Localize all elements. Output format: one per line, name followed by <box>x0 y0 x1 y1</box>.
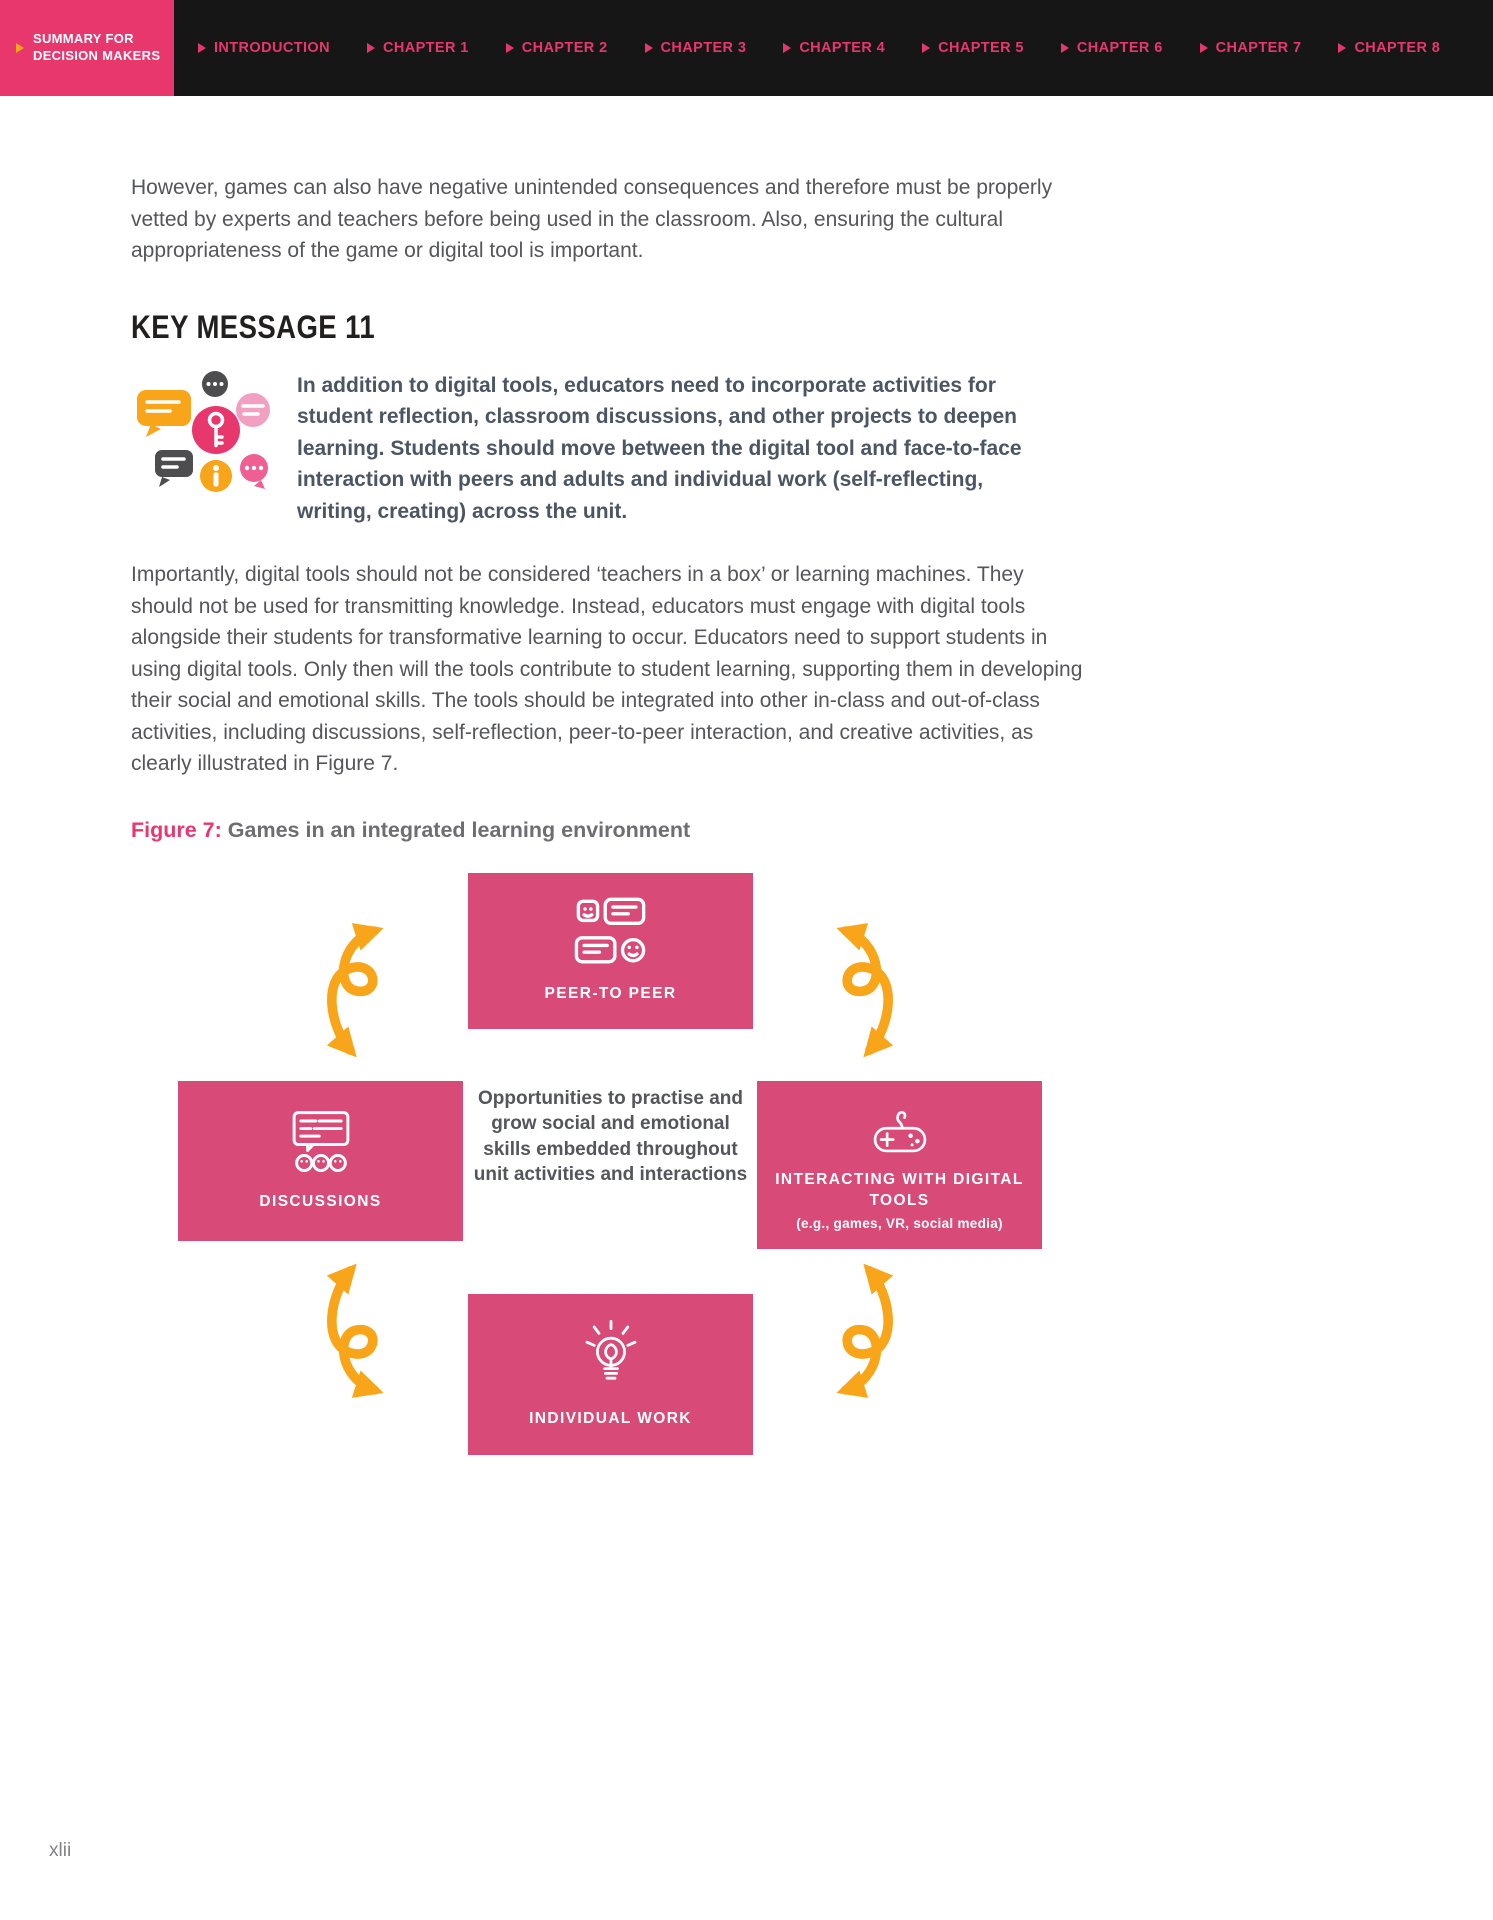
figure-center-text: Opportunities to practise and grow social and emotional skills embedded throughout unit activities and interactions <box>473 1087 748 1185</box>
nav-item-label: CHAPTER 4 <box>799 40 886 56</box>
nav-tab-summary-for-decision-makers[interactable] <box>0 0 174 96</box>
figure-box-sublabel: (e.g., games, VR, social media) <box>796 1215 1003 1231</box>
nav-item-chapter-1[interactable] <box>367 40 469 56</box>
triangle-right-icon <box>1338 43 1346 53</box>
figure-box-label: INDIVIDUAL WORK <box>529 1410 692 1428</box>
flow-arrow-bottom-right-icon <box>786 1261 906 1406</box>
figure-box-peer-to-peer <box>468 873 753 1029</box>
nav-item-chapter-4[interactable] <box>783 40 885 56</box>
flow-arrow-bottom-left-icon <box>314 1261 434 1406</box>
triangle-right-icon <box>1061 43 1069 53</box>
nav-item-label: CHAPTER 3 <box>660 40 747 56</box>
triangle-right-icon <box>506 43 514 53</box>
nav-item-label: CHAPTER 5 <box>938 40 1024 56</box>
figure-caption: Games in an integrated learning environment <box>227 817 691 842</box>
figure-box-discussions <box>178 1081 463 1241</box>
key-message-block <box>131 368 1083 528</box>
nav-item-chapter-2[interactable] <box>506 40 608 56</box>
key-message-heading: KEY MESSAGE 11 <box>131 308 376 345</box>
speech-bubbles-with-key-icon <box>131 368 281 508</box>
figure-box-digital-tools <box>757 1081 1042 1249</box>
triangle-right-icon <box>16 43 24 53</box>
nav-tab-label: SUMMARY FOR DECISION MAKERS <box>33 31 161 63</box>
nav-item-label: CHAPTER 8 <box>1354 40 1441 56</box>
nav-item-label: CHAPTER 7 <box>1215 40 1302 56</box>
chat-bubbles-faces-icon <box>563 897 659 967</box>
figure-box-label: DISCUSSIONS <box>259 1192 382 1210</box>
top-navigation-bar <box>0 0 1493 96</box>
nav-item-label: CHAPTER 1 <box>382 40 469 56</box>
nav-item-chapter-7[interactable] <box>1200 40 1302 56</box>
body-paragraph-2: Importantly, digital tools should not be considered ‘teachers in a box’ or learning machines. They should not be used for transmitting knowledge. Instead, educators must engage with digital tools alongside their students for transformative learning to occur. Educators need to support students in using digital tools. Only then will the tools contribute to student learning, supporting them in developing their social and emotional skills. The tools should be integrated into other in-class and out-of-class activities, including discussions, self-reflection, peer-to-peer interaction, and creative activities, as clearly illustrated in Figure 7. <box>131 563 1083 775</box>
figure-caption-line <box>131 818 1083 843</box>
page-number: xlii <box>49 1840 72 1861</box>
game-controller-icon <box>861 1098 939 1160</box>
body-paragraph-1: However, games can also have negative unintended consequences and therefore must be properly vetted by experts and teachers before being used in the classroom. Also, ensuring the cultural appropriateness of the game or digital tool is important. <box>131 176 1053 262</box>
key-message-text: In addition to digital tools, educators need to incorporate activities for student reflection, classroom discussions, and other projects to deepen learning. Students should move between the digital tool and face-to-face interaction with peers and adults and individual work (self-reflecting, writing, creating) across the unit. <box>297 373 1022 523</box>
triangle-right-icon <box>783 43 791 53</box>
triangle-right-icon <box>367 43 375 53</box>
nav-item-chapter-3[interactable] <box>645 40 747 56</box>
nav-item-chapter-8[interactable] <box>1338 40 1440 56</box>
triangle-right-icon <box>1200 43 1208 53</box>
nav-item-introduction[interactable] <box>198 40 330 56</box>
nav-item-label: CHAPTER 6 <box>1076 40 1163 56</box>
figure-label: Figure 7: <box>131 817 222 842</box>
nav-item-chapter-6[interactable] <box>1061 40 1163 56</box>
triangle-right-icon <box>198 43 206 53</box>
nav-chapter-links <box>198 0 1440 96</box>
discussion-board-icon <box>279 1109 363 1175</box>
nav-item-label: INTRODUCTION <box>214 40 330 56</box>
figure-box-label: INTERACTING WITH DIGITAL TOOLS <box>775 1171 1024 1209</box>
nav-item-chapter-5[interactable] <box>922 40 1024 56</box>
triangle-right-icon <box>645 43 653 53</box>
page-content <box>131 172 1083 1463</box>
triangle-right-icon <box>922 43 930 53</box>
lightbulb-leaf-icon <box>571 1318 651 1392</box>
flow-arrow-top-right-icon <box>786 915 906 1060</box>
figure-box-individual-work <box>468 1294 753 1455</box>
figure-box-label: PEER-TO PEER <box>544 984 677 1002</box>
flow-arrow-top-left-icon <box>314 915 434 1060</box>
nav-item-label: CHAPTER 2 <box>521 40 608 56</box>
figure-7-diagram <box>131 873 1083 1463</box>
